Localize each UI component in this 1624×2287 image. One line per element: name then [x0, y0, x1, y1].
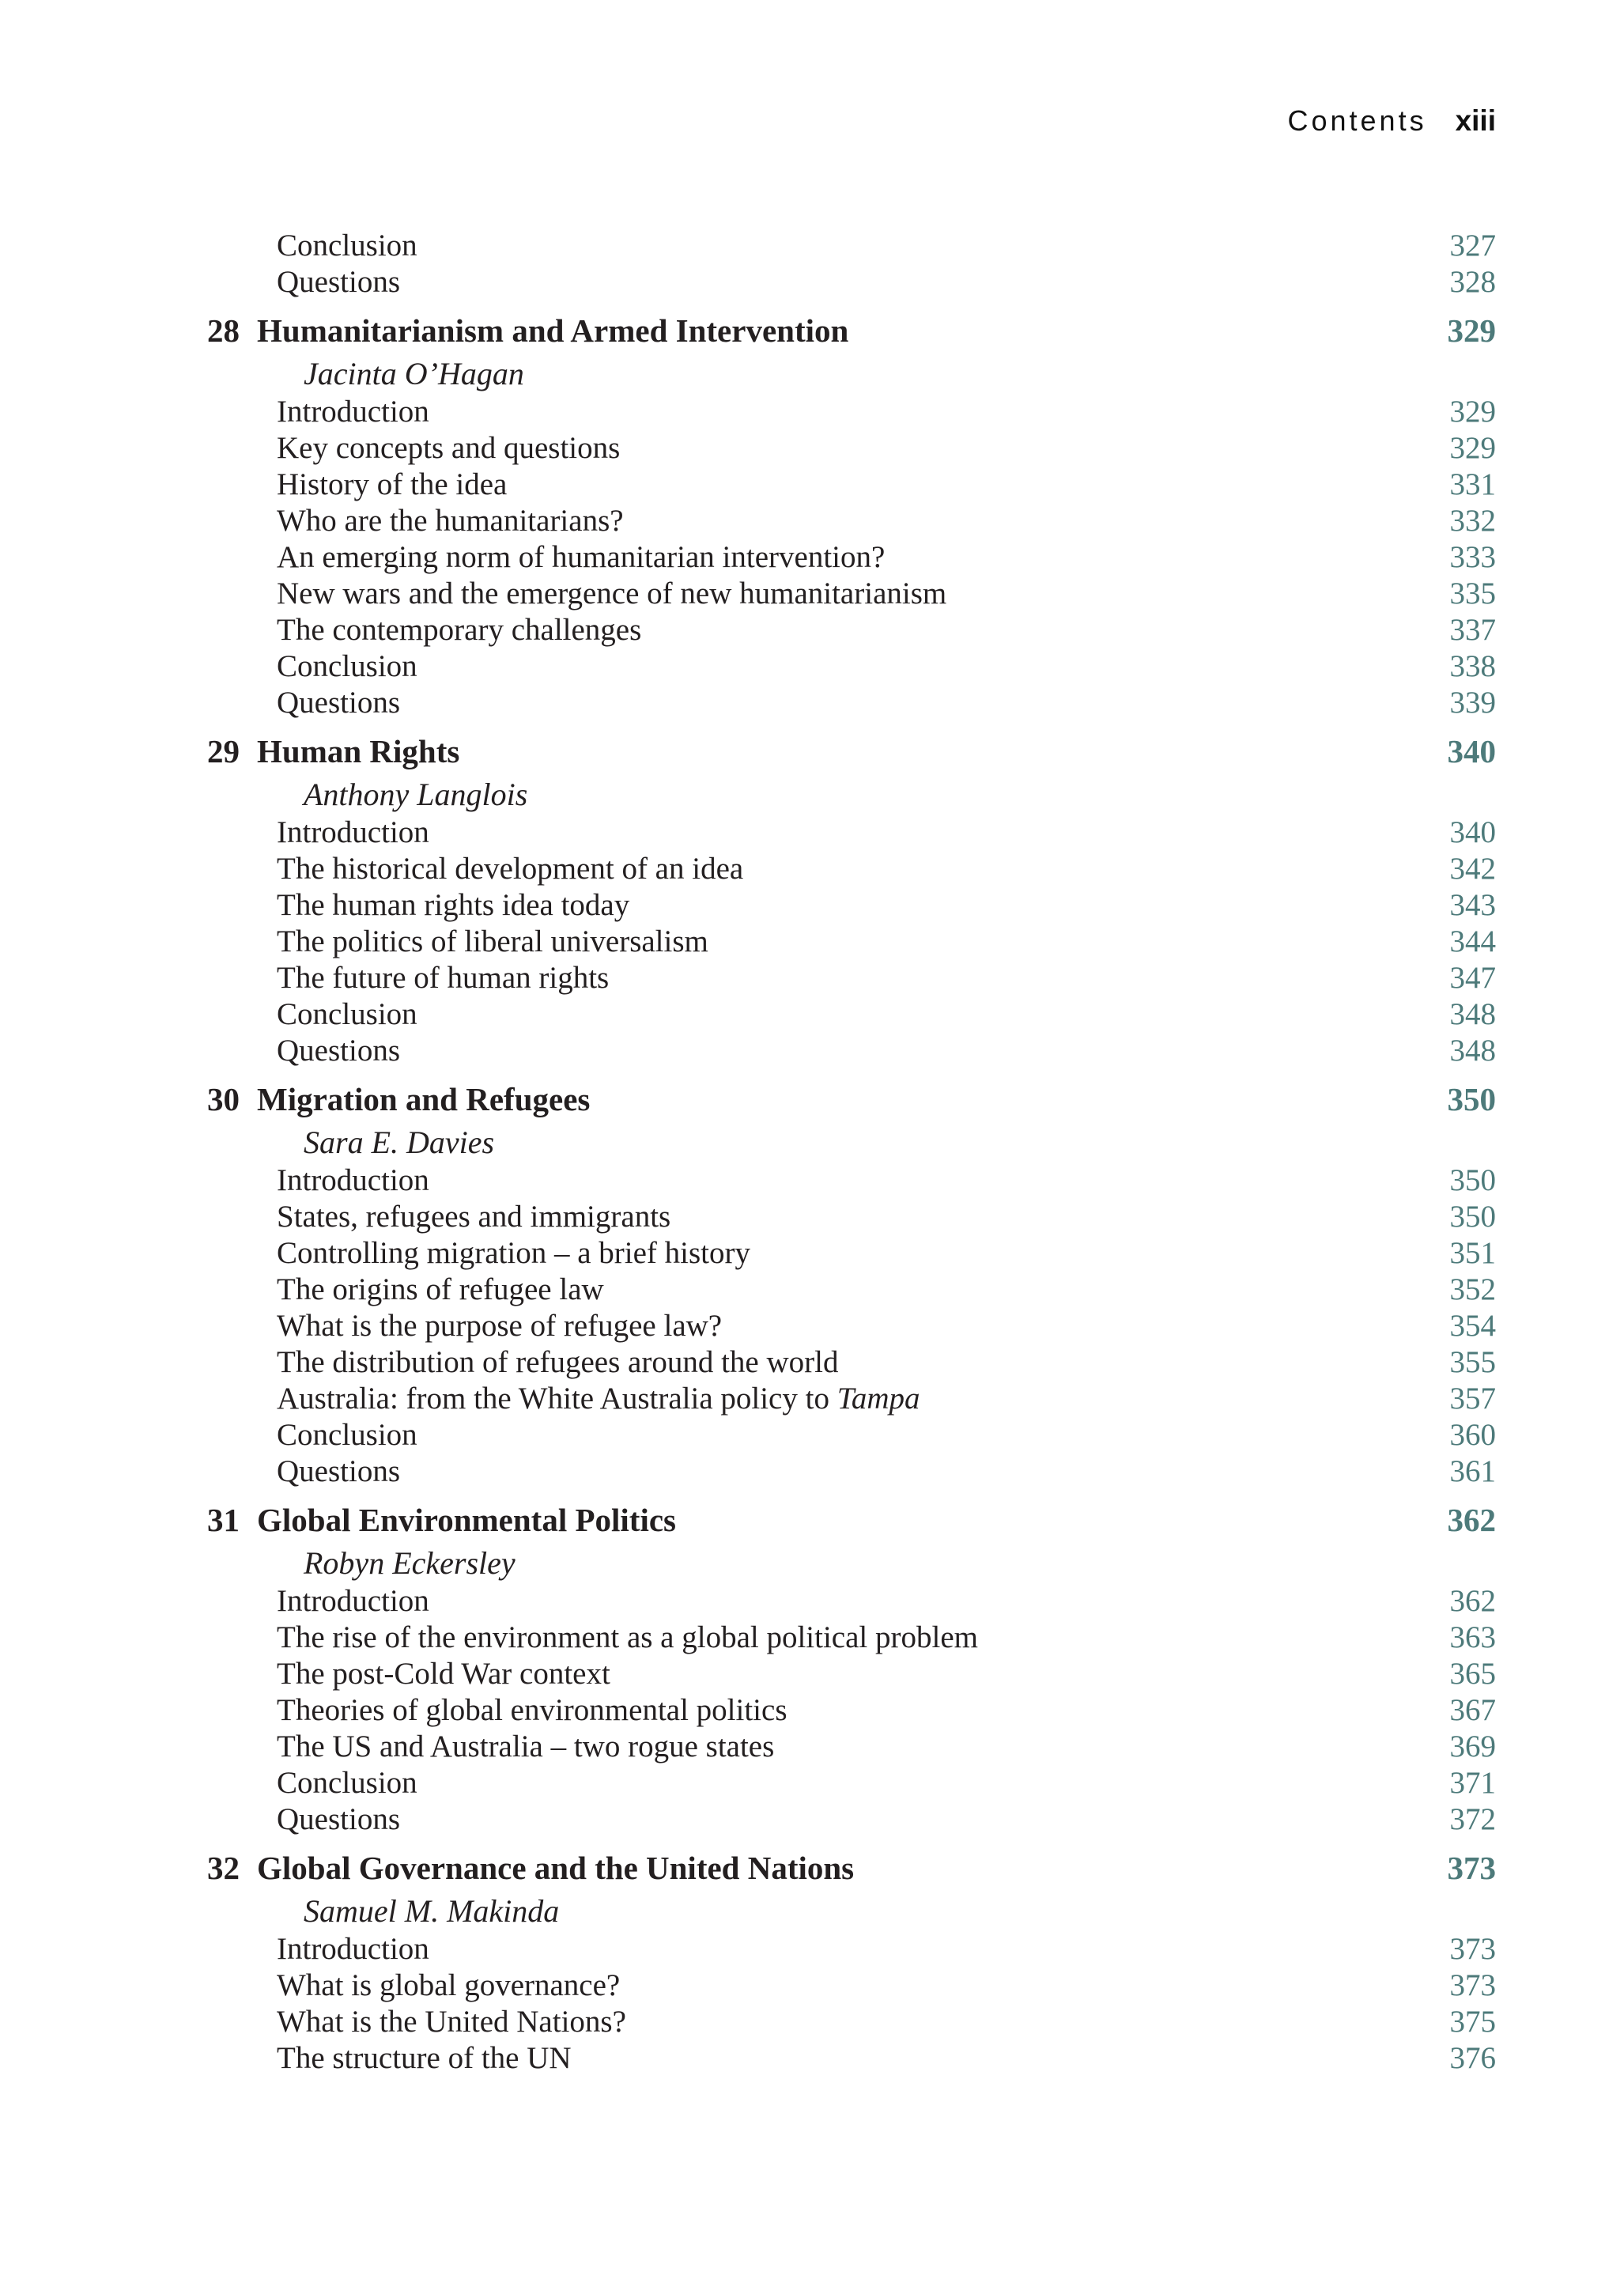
- entry-title-text: The contemporary challenges: [277, 613, 642, 647]
- chapter-number: 32: [207, 1850, 240, 1886]
- entry-page-number: 329: [1449, 395, 1496, 429]
- entry-title: [277, 1199, 670, 1235]
- entry-title: [277, 887, 629, 924]
- chapter-heading: [195, 728, 1496, 775]
- entry-title-text: The US and Australia – two rogue states: [277, 1729, 775, 1763]
- toc-entry: [195, 264, 1496, 301]
- entry-title: [277, 851, 743, 887]
- entry-page-number: 327: [1449, 229, 1496, 263]
- chapter-author: [195, 354, 1496, 394]
- toc-entry: [195, 1692, 1496, 1729]
- entry-title: [277, 1308, 722, 1344]
- chapter-title: Migration and Refugees: [257, 1081, 591, 1117]
- entry-title-text: An emerging norm of humanitarian intervention?: [277, 540, 886, 574]
- entry-title: [277, 539, 885, 576]
- toc-entry: [195, 1162, 1496, 1199]
- entry-title-text: Conclusion: [277, 1418, 417, 1452]
- chapter-number: 29: [207, 733, 240, 769]
- entry-page-number: 373: [1449, 1932, 1496, 1966]
- toc-entry: [195, 996, 1496, 1033]
- entry-title: [277, 1381, 920, 1417]
- toc-entry: [195, 924, 1496, 960]
- entry-title: [277, 924, 708, 960]
- toc-entry: [195, 1308, 1496, 1344]
- entry-title: [277, 264, 400, 301]
- entry-page-number: 348: [1449, 997, 1496, 1031]
- entry-page-number: 340: [1449, 815, 1496, 849]
- chapter-number: 28: [207, 312, 240, 349]
- entry-title-text: Conclusion: [277, 649, 417, 683]
- toc-entry: [195, 1033, 1496, 1069]
- entry-title-text: Conclusion: [277, 229, 417, 263]
- entry-title-text: Questions: [277, 686, 400, 720]
- entry-title-italic: Tampa: [837, 1382, 920, 1416]
- entry-title-text: Questions: [277, 1454, 400, 1488]
- entry-title: [277, 612, 641, 648]
- entry-title-text: What is the purpose of refugee law?: [277, 1309, 723, 1343]
- toc-entry: [195, 394, 1496, 430]
- author-name: Samuel M. Makinda: [304, 1893, 560, 1929]
- entry-title-text: Introduction: [277, 1584, 429, 1618]
- entry-title: [277, 1583, 429, 1620]
- entry-title-text: The distribution of refugees around the world: [277, 1345, 839, 1379]
- entry-title: [277, 996, 417, 1033]
- entry-page-number: 363: [1449, 1620, 1496, 1654]
- entry-title-text: What is the United Nations?: [277, 2005, 626, 2039]
- chapter-heading: [195, 1844, 1496, 1892]
- toc-entry: [195, 887, 1496, 924]
- entry-title-text: Conclusion: [277, 997, 417, 1031]
- entry-title: [277, 1235, 750, 1272]
- running-header-page-number: xiii: [1455, 104, 1496, 137]
- entry-title: [277, 2040, 572, 2077]
- chapter-number: 30: [207, 1081, 240, 1117]
- entry-title: [277, 1272, 604, 1308]
- entry-page-number: 354: [1449, 1309, 1496, 1343]
- entry-page-number: 332: [1449, 504, 1496, 538]
- toc-entry: [195, 503, 1496, 539]
- entry-page-number: 373: [1449, 1968, 1496, 2002]
- toc-entry: [195, 815, 1496, 851]
- chapter-page-number: 362: [1447, 1502, 1496, 1538]
- entry-title: [277, 1162, 429, 1199]
- entry-title-text: The rise of the environment as a global political problem: [277, 1620, 978, 1654]
- entry-title: [277, 1344, 838, 1381]
- entry-title-text: New wars and the emergence of new humanitarianism: [277, 576, 947, 610]
- toc-entry: [195, 1381, 1496, 1417]
- toc-entry: [195, 539, 1496, 576]
- chapter-title: Global Governance and the United Nations: [257, 1850, 855, 1886]
- entry-title: [277, 648, 417, 685]
- toc-entry: [195, 228, 1496, 264]
- toc-entry: [195, 1729, 1496, 1765]
- entry-page-number: 333: [1449, 540, 1496, 574]
- table-of-contents: [195, 228, 1496, 2077]
- entry-page-number: 331: [1449, 467, 1496, 501]
- entry-page-number: 367: [1449, 1693, 1496, 1727]
- toc-entry: [195, 1931, 1496, 1968]
- entry-title: [277, 394, 429, 430]
- entry-title-text: The origins of refugee law: [277, 1272, 604, 1306]
- entry-page-number: 372: [1449, 1802, 1496, 1836]
- toc-entry: [195, 1765, 1496, 1801]
- entry-title-text: Key concepts and questions: [277, 431, 621, 465]
- running-header: [1287, 104, 1496, 138]
- chapter-title: Human Rights: [257, 733, 460, 769]
- toc-entry: [195, 1968, 1496, 2004]
- chapter-heading: [195, 307, 1496, 354]
- entry-title-text: The politics of liberal universalism: [277, 924, 708, 958]
- entry-page-number: 347: [1449, 961, 1496, 995]
- entry-title-text: States, refugees and immigrants: [277, 1200, 671, 1234]
- chapter-title: Humanitarianism and Armed Intervention: [257, 312, 849, 349]
- chapter-author: [195, 1123, 1496, 1162]
- chapter-number: 31: [207, 1502, 240, 1538]
- entry-page-number: 351: [1449, 1236, 1496, 1270]
- entry-page-number: 343: [1449, 888, 1496, 922]
- chapter-author: [195, 775, 1496, 815]
- chapter-page-number: 350: [1447, 1081, 1496, 1117]
- toc-entry: [195, 2004, 1496, 2040]
- entry-page-number: 357: [1449, 1382, 1496, 1416]
- entry-page-number: 352: [1449, 1272, 1496, 1306]
- entry-title-text: What is global governance?: [277, 1968, 621, 2002]
- entry-page-number: 376: [1449, 2041, 1496, 2075]
- entry-title: [277, 467, 507, 503]
- entry-title-text: Questions: [277, 1802, 400, 1836]
- entry-title: [277, 1729, 774, 1765]
- entry-title-text: Questions: [277, 265, 400, 299]
- entry-title: [277, 2004, 626, 2040]
- chapter-page-number: 340: [1447, 733, 1496, 769]
- entry-page-number: 371: [1449, 1766, 1496, 1800]
- toc-entry: [195, 1235, 1496, 1272]
- author-name: Anthony Langlois: [304, 777, 528, 812]
- entry-page-number: 369: [1449, 1729, 1496, 1763]
- author-name: Robyn Eckersley: [304, 1545, 516, 1581]
- entry-title: [277, 503, 624, 539]
- entry-title-text: Australia: from the White Australia policy to: [277, 1382, 837, 1416]
- author-name: Jacinta O’Hagan: [304, 356, 524, 391]
- toc-entry: [195, 851, 1496, 887]
- entry-title-text: The future of human rights: [277, 961, 610, 995]
- entry-title: [277, 1931, 429, 1968]
- entry-title-text: Controlling migration – a brief history: [277, 1236, 750, 1270]
- toc-entry: [195, 1583, 1496, 1620]
- entry-title: [277, 1033, 400, 1069]
- entry-title-text: Questions: [277, 1034, 400, 1068]
- entry-title-text: Theories of global environmental politics: [277, 1693, 787, 1727]
- entry-title-text: History of the idea: [277, 467, 508, 501]
- entry-title-text: Conclusion: [277, 1766, 417, 1800]
- toc-entry: [195, 1344, 1496, 1381]
- entry-page-number: 375: [1449, 2005, 1496, 2039]
- entry-title: [277, 1620, 978, 1656]
- chapter-heading: [195, 1075, 1496, 1123]
- chapter-page-number: 329: [1447, 312, 1496, 349]
- entry-title-text: The structure of the UN: [277, 2041, 572, 2075]
- entry-page-number: 328: [1449, 265, 1496, 299]
- toc-entry: [195, 467, 1496, 503]
- entry-title-text: Introduction: [277, 815, 429, 849]
- entry-page-number: 348: [1449, 1034, 1496, 1068]
- entry-page-number: 350: [1449, 1163, 1496, 1197]
- entry-title: [277, 1656, 610, 1692]
- toc-entry: [195, 960, 1496, 996]
- entry-title: [277, 1801, 400, 1838]
- entry-title: [277, 228, 417, 264]
- entry-page-number: 342: [1449, 852, 1496, 886]
- toc-entry: [195, 1453, 1496, 1490]
- entry-title: [277, 576, 946, 612]
- entry-title: [277, 430, 620, 467]
- entry-title-text: The human rights idea today: [277, 888, 630, 922]
- entry-page-number: 355: [1449, 1345, 1496, 1379]
- chapter-heading: [195, 1496, 1496, 1544]
- toc-entry: [195, 430, 1496, 467]
- entry-title-text: Introduction: [277, 395, 429, 429]
- entry-page-number: 361: [1449, 1454, 1496, 1488]
- entry-page-number: 344: [1449, 924, 1496, 958]
- toc-entry: [195, 1199, 1496, 1235]
- entry-title-text: Introduction: [277, 1932, 429, 1966]
- entry-page-number: 365: [1449, 1657, 1496, 1691]
- toc-entry: [195, 576, 1496, 612]
- entry-page-number: 338: [1449, 649, 1496, 683]
- entry-title: [277, 1765, 417, 1801]
- entry-title: [277, 815, 429, 851]
- entry-page-number: 329: [1449, 431, 1496, 465]
- toc-entry: [195, 2040, 1496, 2077]
- author-name: Sara E. Davies: [304, 1125, 495, 1160]
- entry-title-text: Who are the humanitarians?: [277, 504, 624, 538]
- entry-title: [277, 1417, 417, 1453]
- entry-page-number: 362: [1449, 1584, 1496, 1618]
- toc-entry: [195, 685, 1496, 721]
- entry-page-number: 350: [1449, 1200, 1496, 1234]
- toc-entry: [195, 612, 1496, 648]
- toc-entry: [195, 1801, 1496, 1838]
- entry-title-text: The historical development of an idea: [277, 852, 744, 886]
- chapter-page-number: 373: [1447, 1850, 1496, 1886]
- chapter-title: Global Environmental Politics: [257, 1502, 676, 1538]
- toc-entry: [195, 648, 1496, 685]
- toc-entry: [195, 1620, 1496, 1656]
- entry-title-text: Introduction: [277, 1163, 429, 1197]
- entry-title: [277, 685, 400, 721]
- toc-entry: [195, 1656, 1496, 1692]
- entry-page-number: 339: [1449, 686, 1496, 720]
- entry-title: [277, 1453, 400, 1490]
- entry-page-number: 335: [1449, 576, 1496, 610]
- toc-entry: [195, 1417, 1496, 1453]
- entry-page-number: 337: [1449, 613, 1496, 647]
- entry-title: [277, 1968, 620, 2004]
- entry-title-text: The post-Cold War context: [277, 1657, 610, 1691]
- entry-title: [277, 1692, 787, 1729]
- toc-entry: [195, 1272, 1496, 1308]
- chapter-author: [195, 1544, 1496, 1583]
- entry-page-number: 360: [1449, 1418, 1496, 1452]
- chapter-author: [195, 1892, 1496, 1931]
- running-header-label: Contents: [1287, 104, 1427, 137]
- entry-title: [277, 960, 609, 996]
